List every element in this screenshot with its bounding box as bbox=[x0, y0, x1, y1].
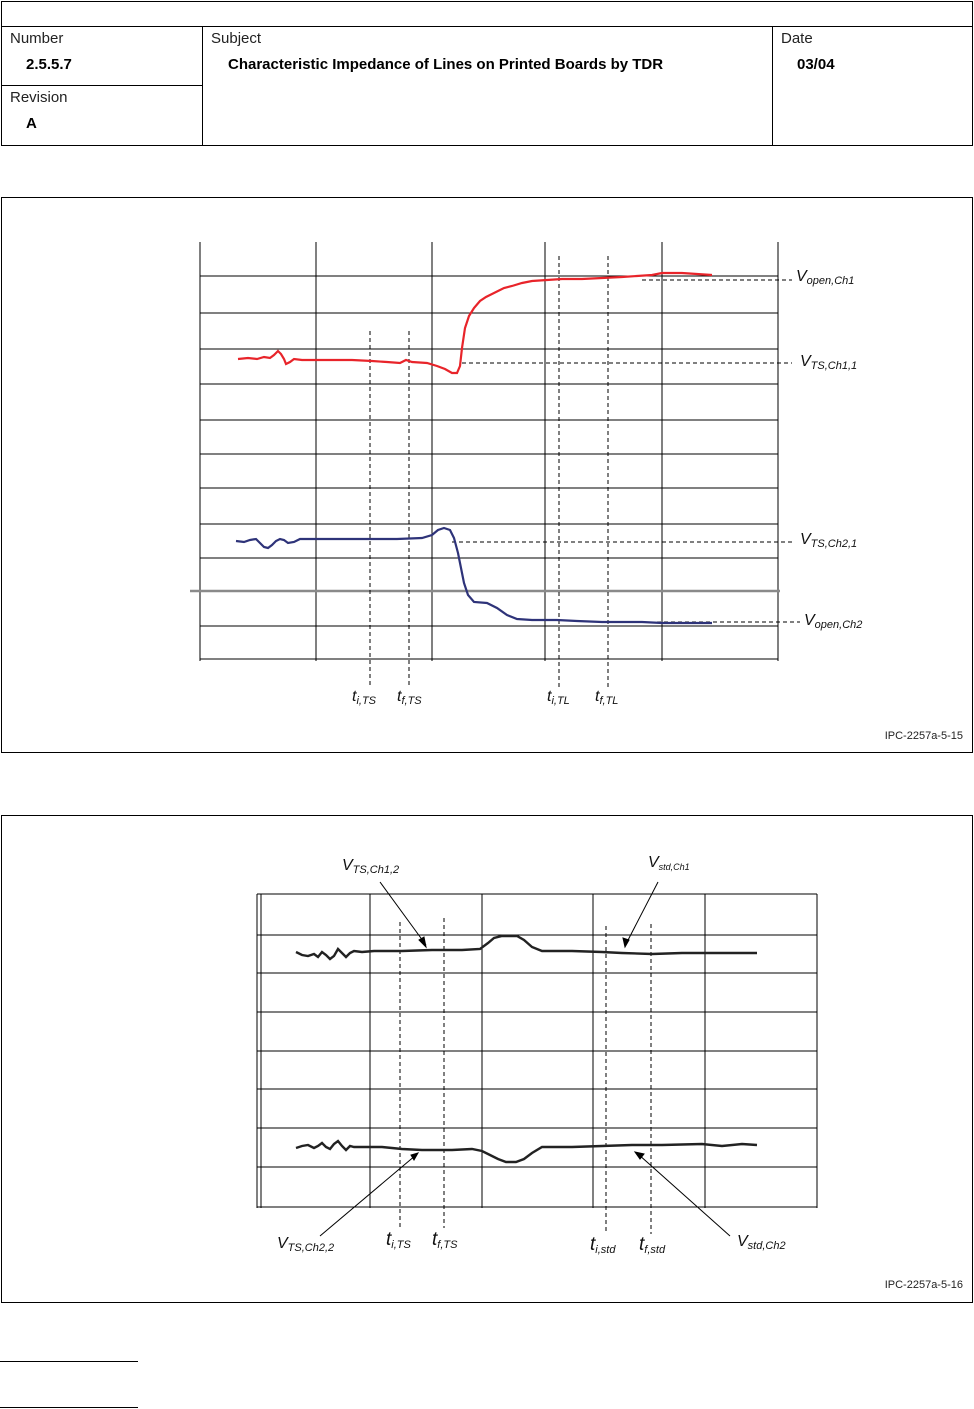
figure-ipc-2257a-5-15 bbox=[1, 197, 973, 753]
subject-value: Characteristic Impedance of Lines on Printed Boards by TDR bbox=[228, 56, 664, 73]
revision-cell bbox=[2, 86, 203, 145]
label-v-std-ch1: Vstd,Ch1 bbox=[648, 854, 690, 872]
label-t-i-std: ti,std bbox=[590, 1234, 616, 1256]
number-value: 2.5.5.7 bbox=[26, 56, 72, 73]
header-top-band bbox=[1, 1, 973, 27]
ch1-waveform bbox=[296, 936, 757, 959]
label-t-i-ts: ti,TS bbox=[352, 688, 377, 707]
ch1-waveform bbox=[238, 273, 712, 373]
figure1-reference-lines bbox=[370, 256, 800, 688]
figure2-grid bbox=[257, 894, 817, 1208]
date-cell bbox=[773, 27, 972, 145]
label-v-open-ch2: Vopen,Ch2 bbox=[804, 612, 863, 631]
figure2-id: IPC-2257a-5-16 bbox=[884, 1279, 963, 1291]
label-v-ts-ch1-1: VTS,Ch1,1 bbox=[800, 353, 858, 372]
figure1-id: IPC-2257a-5-15 bbox=[884, 730, 963, 742]
figure2-plot bbox=[2, 816, 972, 1302]
subject-label: Subject bbox=[211, 30, 262, 47]
footnote-rule-2 bbox=[0, 1407, 138, 1408]
label-v-ts-ch2-1: VTS,Ch2,1 bbox=[800, 531, 858, 550]
revision-label: Revision bbox=[10, 89, 68, 106]
date-label: Date bbox=[781, 30, 813, 47]
revision-value: A bbox=[26, 115, 37, 132]
label-t-f-tl: tf,TL bbox=[595, 688, 619, 707]
label-v-ts-ch2-2: VTS,Ch2,2 bbox=[277, 1235, 335, 1254]
figure2-reference-lines bbox=[400, 918, 651, 1234]
number-cell bbox=[2, 27, 203, 86]
label-v-open-ch1: Vopen,Ch1 bbox=[796, 268, 855, 287]
label-t-i-ts: ti,TS bbox=[386, 1229, 411, 1251]
label-t-f-ts: tf,TS bbox=[397, 688, 422, 707]
date-value: 03/04 bbox=[797, 56, 835, 73]
label-t-f-ts: tf,TS bbox=[432, 1229, 458, 1251]
header-grid bbox=[1, 26, 973, 146]
figure1-plot bbox=[2, 198, 972, 752]
subject-cell bbox=[203, 27, 773, 145]
footnote-rule-1 bbox=[0, 1361, 138, 1362]
label-v-std-ch2: Vstd,Ch2 bbox=[737, 1233, 786, 1252]
figure1-grid bbox=[200, 242, 778, 661]
number-label: Number bbox=[10, 30, 64, 47]
ch2-waveform bbox=[296, 1141, 757, 1162]
figure-ipc-2257a-5-16 bbox=[1, 815, 973, 1303]
label-v-ts-ch1-2: VTS,Ch1,2 bbox=[342, 857, 400, 876]
label-t-i-tl: ti,TL bbox=[547, 688, 570, 707]
document-header bbox=[1, 1, 973, 145]
label-t-f-std: tf,std bbox=[639, 1234, 666, 1256]
